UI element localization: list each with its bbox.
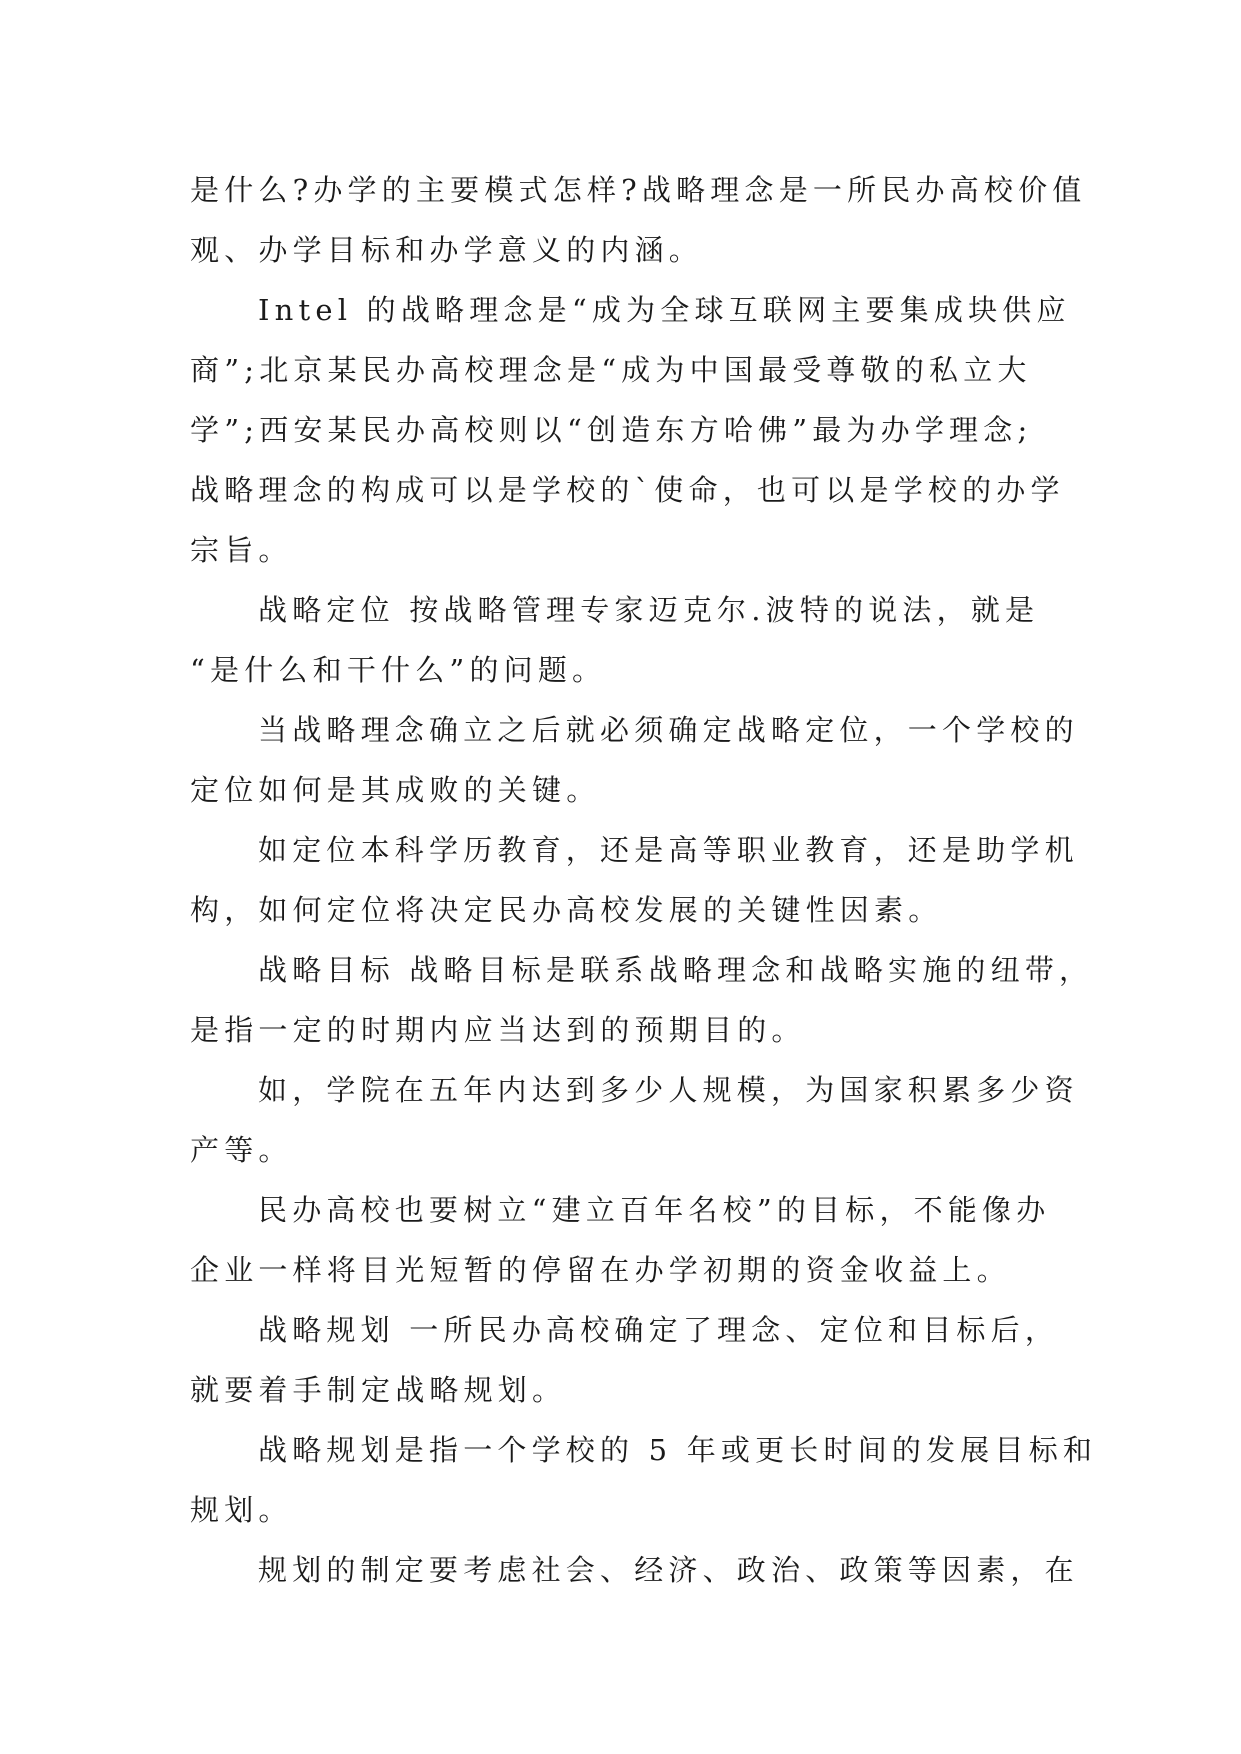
text-line: 产等。	[190, 1133, 293, 1167]
text-line: 战略规划 一所民办高校确定了理念、定位和目标后，	[258, 1313, 1060, 1347]
text-line: 规划。	[190, 1493, 293, 1527]
text-line: 是指一定的时期内应当达到的预期目的。	[190, 1013, 806, 1047]
text-line: 战略目标 战略目标是联系战略理念和战略实施的纽带，	[258, 953, 1094, 987]
text-line: 商”;北京某民办高校理念是“成为中国最受尊敬的私立大	[190, 353, 1032, 387]
text-line: 宗旨。	[190, 533, 293, 567]
text-line: 战略规划是指一个学校的 5 年或更长时间的发展目标和	[258, 1433, 1098, 1467]
text-line: 规划的制定要考虑社会、经济、政治、政策等因素，在	[258, 1553, 1079, 1587]
text-line: 民办高校也要树立“建立百年名校”的目标，不能像办	[258, 1193, 1051, 1227]
text-line: 企业一样将目光短暂的停留在办学初期的资金收益上。	[190, 1253, 1011, 1287]
document-body	[190, 160, 1098, 1600]
text-line: 战略理念的构成可以是学校的`使命，也可以是学校的办学	[190, 473, 1065, 507]
text-line: 构，如何定位将决定民办高校发展的关键性因素。	[190, 893, 943, 927]
text-line: 观、办学目标和办学意义的内涵。	[190, 233, 704, 267]
text-line: 是什么?办学的主要模式怎样?战略理念是一所民办高校价值	[190, 173, 1087, 207]
text-line: 如，学院在五年内达到多少人规模，为国家积累多少资	[258, 1073, 1079, 1107]
text-line: 战略定位 按战略管理专家迈克尔.波特的说法，就是	[258, 593, 1040, 627]
text-line: 如定位本科学历教育，还是高等职业教育，还是助学机	[258, 833, 1079, 867]
text-line: “是什么和干什么”的问题。	[190, 653, 607, 687]
text-line: 定位如何是其成败的关键。	[190, 773, 601, 807]
text-line: 就要着手制定战略规划。	[190, 1373, 567, 1407]
text-line: 学”;西安某民办高校则以“创造东方哈佛”最为办学理念;	[190, 413, 1033, 447]
text-line: 当战略理念确立之后就必须确定战略定位，一个学校的	[258, 713, 1079, 747]
text-line: Intel 的战略理念是“成为全球互联网主要集成块供应	[258, 293, 1071, 327]
